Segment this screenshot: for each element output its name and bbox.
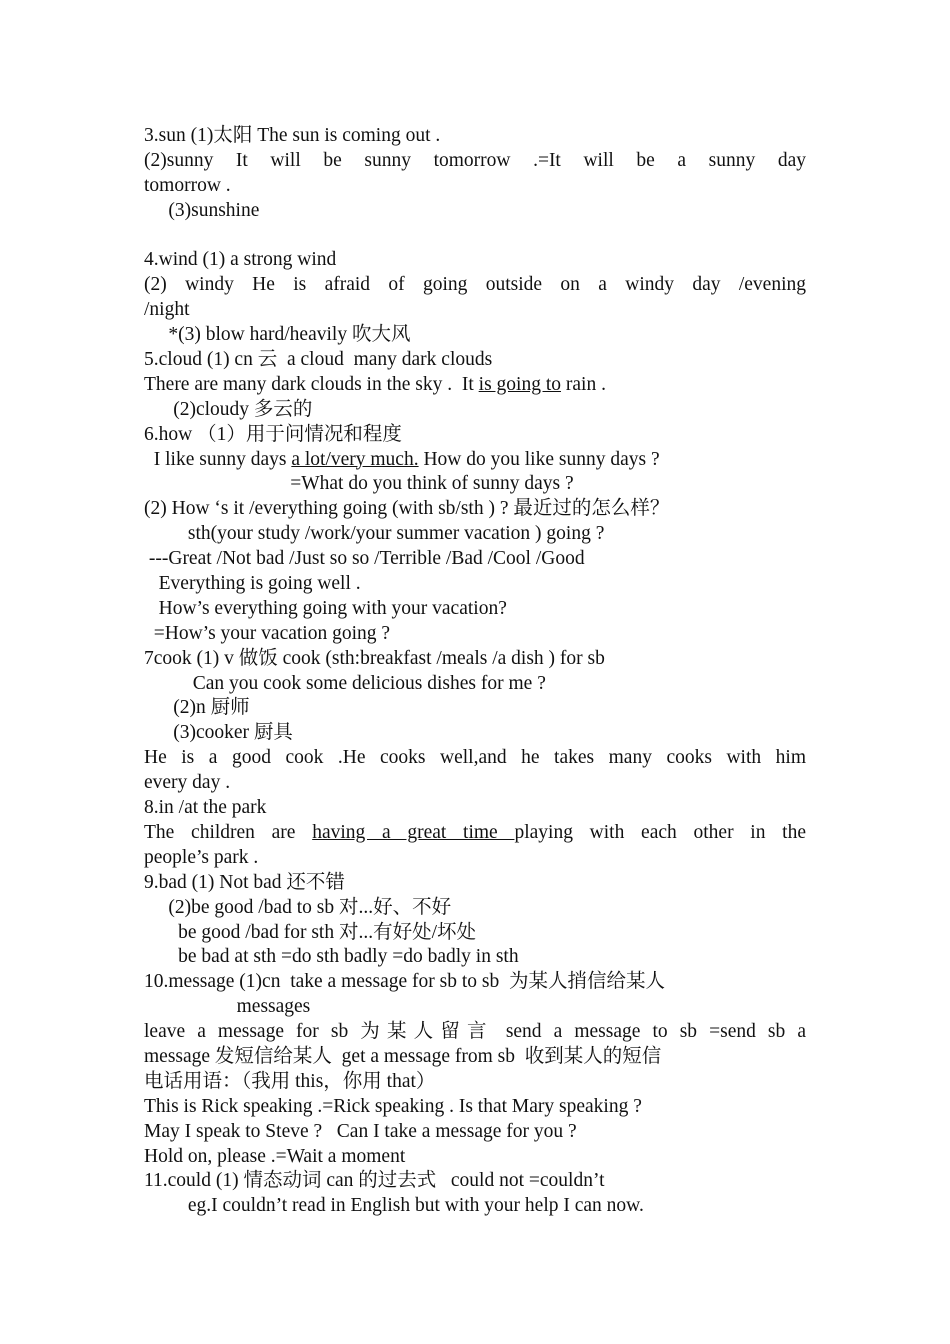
line-text: (3)sunshine xyxy=(144,199,260,221)
text-line xyxy=(144,1169,806,1194)
text-line xyxy=(144,821,806,846)
line-text: 6.how （1）用于问情况和程度 xyxy=(144,423,402,445)
text-line xyxy=(144,149,806,174)
text-line xyxy=(144,298,806,323)
line-text: =What do you think of sunny days ? xyxy=(144,473,574,495)
line-text: (2) windy He is afraid of going outside on a windy day /evening xyxy=(144,274,806,296)
line-text: Everything is going well . xyxy=(144,573,361,595)
underlined-phrase: is going to xyxy=(478,373,561,395)
line-text: I like sunny days xyxy=(144,448,292,470)
line-text: leave a message for sb 为某人留言 send a message to sb =send sb a xyxy=(144,1021,806,1043)
text-line xyxy=(144,871,806,896)
text-line xyxy=(144,672,806,697)
text-line xyxy=(144,771,806,796)
underlined-phrase: having a great time xyxy=(312,821,515,843)
line-text: message 发短信给某人 get a message from sb 收到某人的短信 xyxy=(144,1045,662,1067)
line-text: ---Great /Not bad /Just so so /Terrible /Bad /Cool /Good xyxy=(144,548,585,570)
line-text: (2)n 厨师 xyxy=(144,697,250,719)
text-line xyxy=(144,547,806,572)
line-text: (2)sunny It will be sunny tomorrow .=It will be a sunny day xyxy=(144,149,806,171)
text-line xyxy=(144,224,806,249)
text-line xyxy=(144,597,806,622)
text-line xyxy=(144,622,806,647)
document-body xyxy=(144,124,806,1219)
text-line xyxy=(144,174,806,199)
line-text: /night xyxy=(144,299,190,321)
text-line xyxy=(144,1070,806,1095)
line-text-after: How do you like sunny days ? xyxy=(418,448,660,470)
line-text: There are many dark clouds in the sky . It xyxy=(144,373,479,395)
text-line xyxy=(144,448,806,473)
text-line xyxy=(144,199,806,224)
text-line xyxy=(144,796,806,821)
line-text: 4.wind (1) a strong wind xyxy=(144,249,337,271)
text-line xyxy=(144,248,806,273)
line-text: 电话用语：（我用 this，你用 that） xyxy=(144,1070,436,1092)
line-text: Can you cook some delicious dishes for me ? xyxy=(144,672,546,694)
line-text: sth(your study /work/your summer vacation ) going ? xyxy=(144,523,605,545)
line-text: eg.I couldn’t read in English but with your help I can now. xyxy=(144,1195,644,1217)
line-text: every day . xyxy=(144,772,231,794)
text-line xyxy=(144,1145,806,1170)
line-text: 7cook (1) v 做饭 cook (sth:breakfast /meals /a dish ) for sb xyxy=(144,647,605,669)
text-line xyxy=(144,348,806,373)
line-text: =How’s your vacation going ? xyxy=(144,622,391,644)
text-line xyxy=(144,423,806,448)
line-text-after: playing with each other in the xyxy=(514,821,807,843)
text-line xyxy=(144,373,806,398)
line-text: Hold on, please .=Wait a moment xyxy=(144,1145,406,1167)
text-line xyxy=(144,647,806,672)
line-text: (2) How ‘s it /everything going (with sb/sth ) ? 最近过的怎么样？ xyxy=(144,498,670,520)
line-text: *(3) blow hard/heavily 吹大风 xyxy=(144,324,411,346)
line-text: 8.in /at the park xyxy=(144,797,267,819)
line-text: 9.bad (1) Not bad 还不错 xyxy=(144,871,345,893)
text-line xyxy=(144,921,806,946)
text-line xyxy=(144,896,806,921)
text-line xyxy=(144,572,806,597)
underlined-phrase: a lot/very much. xyxy=(291,448,419,470)
text-line xyxy=(144,124,806,149)
text-line xyxy=(144,696,806,721)
text-line xyxy=(144,746,806,771)
line-text: The children are xyxy=(144,821,313,843)
line-text: This is Rick speaking .=Rick speaking . Is that Mary speaking ? xyxy=(144,1095,642,1117)
line-text: How’s everything going with your vacation? xyxy=(144,597,507,619)
text-line xyxy=(144,1020,806,1045)
text-line xyxy=(144,1194,806,1219)
text-line xyxy=(144,323,806,348)
line-text: (3)cooker 厨具 xyxy=(144,722,293,744)
line-text: be bad at sth =do sth badly =do badly in sth xyxy=(144,946,519,968)
line-text: He is a good cook .He cooks well,and he takes many cooks with him xyxy=(144,747,806,769)
text-line xyxy=(144,721,806,746)
line-text: tomorrow . xyxy=(144,174,231,196)
line-text: people’s park . xyxy=(144,846,259,868)
text-line xyxy=(144,1120,806,1145)
line-text: be good /bad for sth 对...有好处/坏处 xyxy=(144,921,477,943)
line-text: 11.could (1) 情态动词 can 的过去式 could not =couldn’t xyxy=(144,1170,605,1192)
text-line xyxy=(144,995,806,1020)
line-text: (2)cloudy 多云的 xyxy=(144,398,313,420)
text-line xyxy=(144,970,806,995)
line-text: 10.message (1)cn take a message for sb to sb 为某人捎信给某人 xyxy=(144,971,665,993)
line-text-after: rain . xyxy=(561,373,606,395)
line-text: May I speak to Steve ? Can I take a message for you ? xyxy=(144,1120,577,1142)
text-line xyxy=(144,846,806,871)
line-text: 5.cloud (1) cn 云 a cloud many dark clouds xyxy=(144,349,493,371)
text-line xyxy=(144,398,806,423)
line-text: 3.sun (1)太阳 The sun is coming out . xyxy=(144,125,441,146)
text-line xyxy=(144,497,806,522)
text-line xyxy=(144,522,806,547)
text-line xyxy=(144,273,806,298)
text-line xyxy=(144,1095,806,1120)
text-line xyxy=(144,945,806,970)
text-line xyxy=(144,472,806,497)
line-text: messages xyxy=(144,996,311,1018)
text-line xyxy=(144,1045,806,1070)
line-text: (2)be good /bad to sb 对...好、不好 xyxy=(144,896,452,918)
